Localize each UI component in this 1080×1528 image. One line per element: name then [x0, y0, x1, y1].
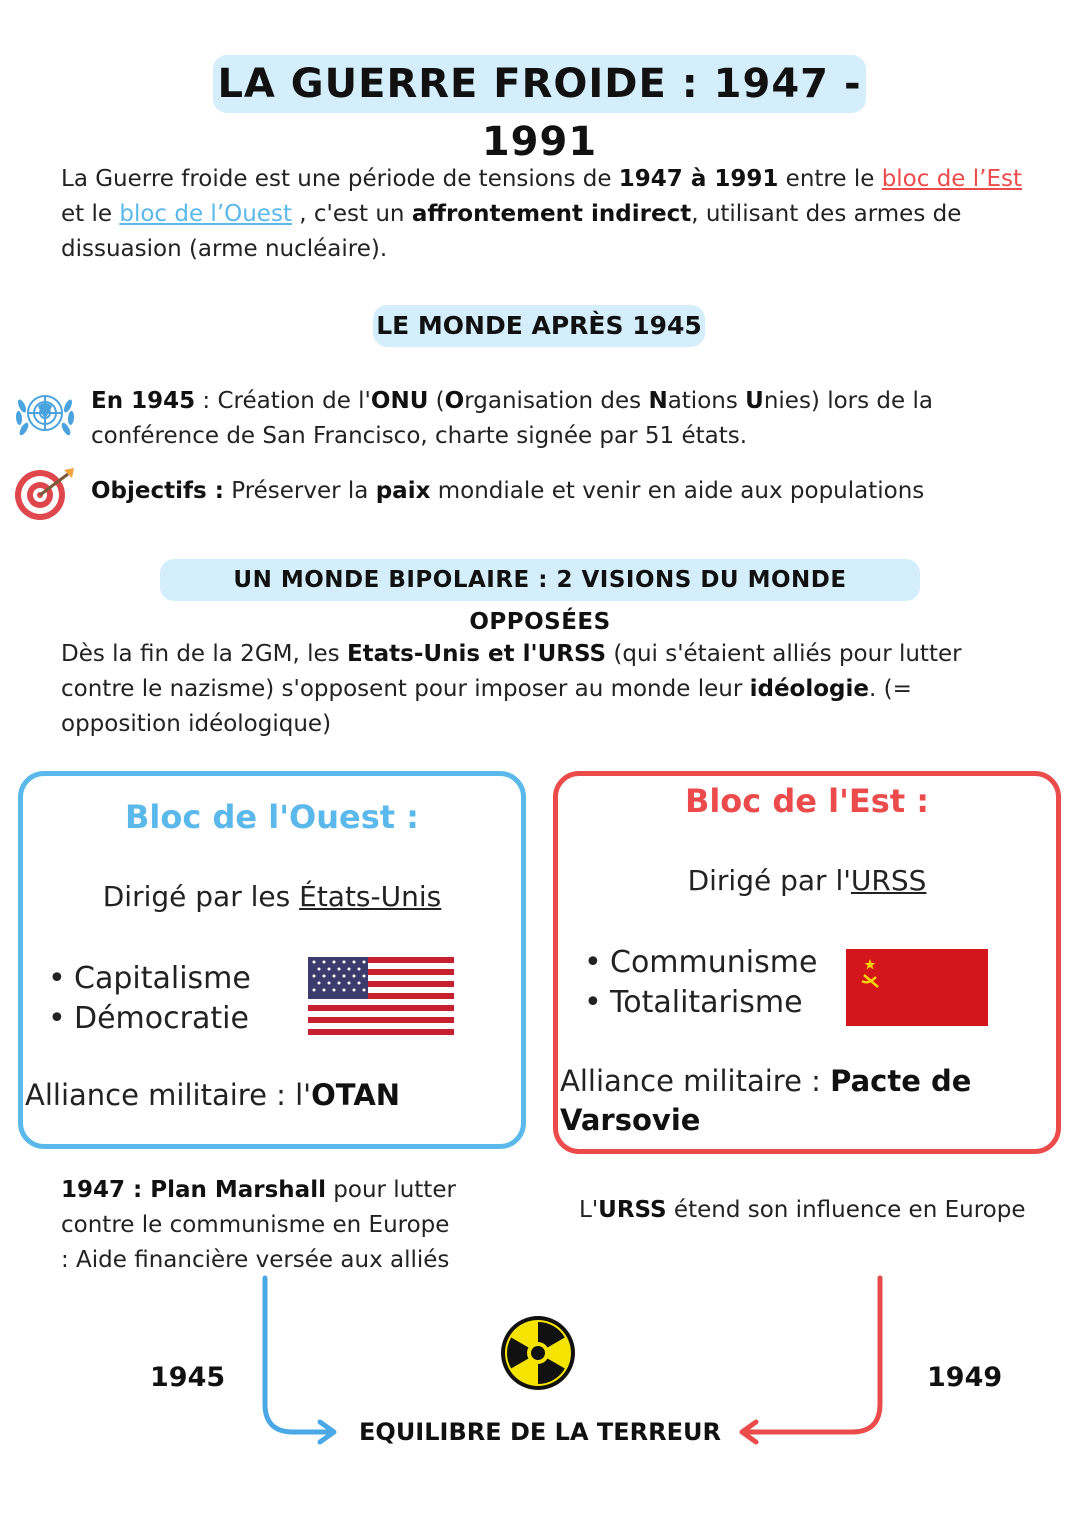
east-ideology-list	[584, 943, 870, 1023]
link-bloc-ouest[interactable]: bloc de l’Ouest	[119, 201, 292, 227]
ussr-flag-icon	[846, 949, 988, 1026]
marshall-plan-text	[61, 1173, 481, 1278]
onu-text: (	[428, 388, 445, 414]
year-east: 1949	[927, 1362, 1003, 1393]
west-led-country: États-Unis	[299, 880, 442, 913]
urss-text: étend son influence en Europe	[666, 1197, 1026, 1223]
bipolar-text: . (=	[868, 676, 912, 702]
year-west: 1945	[150, 1362, 226, 1393]
east-led-country: URSS	[850, 864, 927, 897]
east-bloc-title: Bloc de l'Est :	[684, 782, 930, 820]
west-alliance	[25, 1078, 520, 1112]
intro-text: , utilisant des armes de	[691, 201, 962, 227]
west-bloc-title: Bloc de l'Ouest :	[125, 798, 419, 836]
urss-text: L'	[579, 1197, 599, 1223]
west-led-prefix: Dirigé par les	[102, 880, 300, 913]
list-item: • Démocratie	[74, 999, 314, 1039]
west-led-by	[20, 880, 524, 913]
bipolar-emphasis: idéologie	[749, 676, 869, 702]
onu-text: rganisation des	[464, 388, 649, 414]
bipolar-text: opposition idéologique)	[61, 711, 332, 737]
onu-text: : Création de l'	[195, 388, 371, 414]
objectives-paragraph	[91, 474, 1051, 509]
balance-of-terror-label: EQUILIBRE DE LA TERREUR	[359, 1418, 721, 1446]
objectives-text: mondiale et venir en aide aux populations	[430, 478, 925, 504]
urss-influence-text	[579, 1193, 1059, 1228]
intro-emphasis: affrontement indirect	[411, 201, 692, 227]
west-ideology-list	[48, 959, 314, 1039]
marshall-text: pour lutter	[325, 1177, 456, 1203]
list-item: • Capitalisme	[74, 959, 314, 999]
objectives-emphasis: paix	[375, 478, 431, 504]
marshall-title: 1947 : Plan Marshall	[61, 1177, 326, 1203]
onu-letter: N	[648, 388, 668, 414]
list-item: • Communisme	[610, 943, 870, 983]
target-icon	[12, 466, 76, 522]
bipolar-text: (qui s'étaient alliés pour lutter	[606, 641, 962, 667]
onu-text: nies) lors de la	[763, 388, 933, 414]
bipolar-emphasis: Etats-Unis et l'URSS	[346, 641, 607, 667]
east-alliance-name: Varsovie	[560, 1103, 701, 1137]
east-led-by	[555, 864, 1059, 897]
objectives-text: Préserver la	[223, 478, 376, 504]
west-alliance-prefix: Alliance militaire : l'	[25, 1078, 312, 1112]
urss-emphasis: URSS	[598, 1197, 667, 1223]
marshall-text: contre le communisme en Europe	[61, 1212, 450, 1238]
intro-text: dissuasion (arme nucléaire).	[61, 236, 388, 262]
intro-text: entre le	[778, 166, 882, 192]
onu-text: ations	[667, 388, 746, 414]
onu-letter: O	[444, 388, 465, 414]
east-alliance-prefix: Alliance militaire :	[560, 1064, 831, 1098]
bipolar-text: Dès la fin de la 2GM, les	[61, 641, 347, 667]
objectives-label: Objectifs :	[91, 478, 224, 504]
onu-year: En 1945	[91, 388, 196, 414]
west-alliance-name: OTAN	[311, 1078, 401, 1112]
intro-text: et le	[61, 201, 120, 227]
marshall-text: : Aide financière versée aux alliés	[61, 1247, 450, 1273]
west-arrow	[250, 1274, 350, 1454]
radiation-icon	[498, 1313, 578, 1393]
us-flag-icon	[308, 957, 454, 1035]
intro-text: La Guerre froide est une période de tensions de	[61, 166, 619, 192]
east-alliance	[560, 1062, 1055, 1140]
section-heading-1945: LE MONDE APRÈS 1945	[373, 305, 705, 347]
bipolar-paragraph	[61, 637, 1041, 742]
intro-dates: 1947 à 1991	[618, 166, 779, 192]
onu-paragraph	[91, 384, 1051, 454]
list-item: • Totalitarisme	[610, 983, 870, 1023]
east-alliance-name: Pacte de	[830, 1064, 972, 1098]
section-heading-bipolar: UN MONDE BIPOLAIRE : 2 VISIONS DU MONDE OPPOSÉES	[160, 559, 920, 601]
link-bloc-est[interactable]: bloc de l’Est	[881, 166, 1023, 192]
intro-paragraph	[61, 162, 1041, 267]
onu-letter: U	[745, 388, 764, 414]
main-title: LA GUERRE FROIDE : 1947 - 1991	[213, 55, 866, 113]
bipolar-text: contre le nazisme) s'opposent pour imposer au monde leur	[61, 676, 750, 702]
onu-acronym: ONU	[370, 388, 429, 414]
intro-text: , c'est un	[291, 201, 412, 227]
east-arrow	[730, 1274, 895, 1454]
east-led-prefix: Dirigé par l'	[687, 864, 851, 897]
un-emblem-icon	[12, 386, 78, 444]
onu-text: conférence de San Francisco, charte signée par 51 états.	[91, 423, 748, 449]
